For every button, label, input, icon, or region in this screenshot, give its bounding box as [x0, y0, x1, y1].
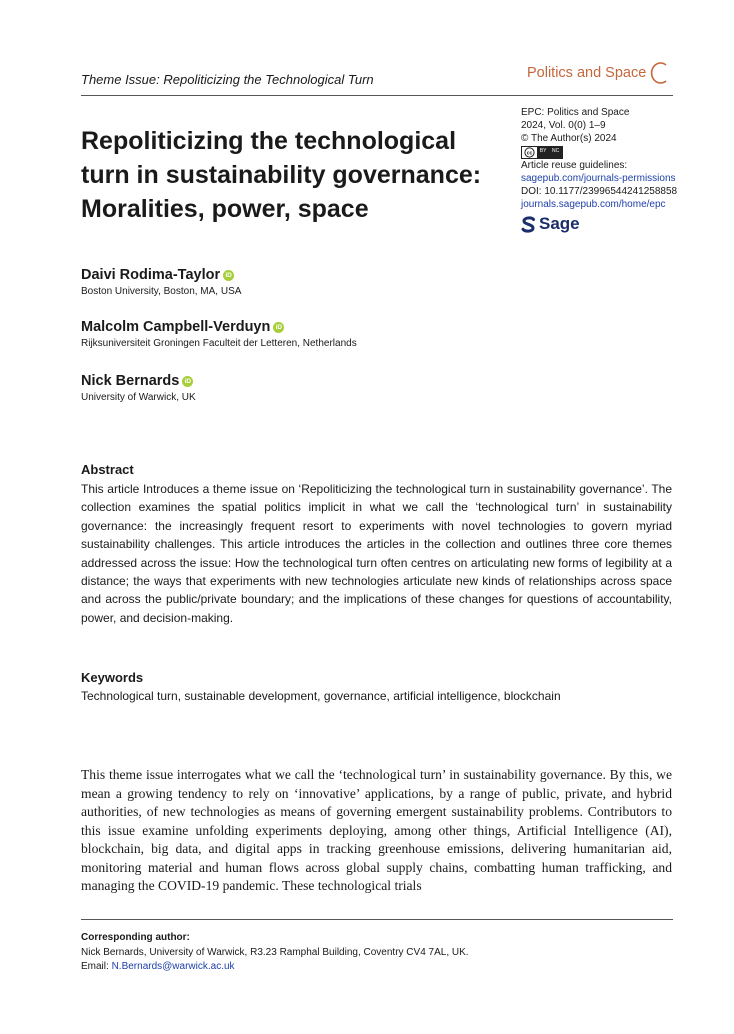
meta-copyright: © The Author(s) 2024	[521, 132, 617, 144]
body-paragraph: This theme issue interrogates what we call the ‘technological turn’ in sustainability governance. By this, we mean a growing tendency to rely on ‘innovative’ applications, by a range of public, private, and hybrid authorities, of new technologies as means of governing emergent sustainability problems. Contributors to this issue examine unfolding experiments deploying, among other things, Artificial Intelligence (AI), blockchain, big data, and digital apps in tracking greenhouse emissions, delivering humanitarian aid, monitoring material and human flows across global supply chains, combatting human trafficking, and managing the COVID-19 pandemic. These technological trials	[81, 767, 672, 893]
cc-nc-label: NC	[551, 147, 560, 154]
author-block	[81, 267, 241, 297]
author-name: Malcolm Campbell-Verduyn	[81, 319, 271, 335]
header-divider	[81, 95, 673, 96]
footnote-address: Nick Bernards, University of Warwick, R3.23 Ramphal Building, Coventry CV4 7AL, UK.	[81, 946, 469, 958]
author-name: Nick Bernards	[81, 373, 180, 389]
journal-c-logo-icon	[650, 61, 670, 85]
article-metadata	[521, 107, 677, 233]
sage-wordmark: Sage	[539, 213, 580, 233]
article-title: Repoliticizing the technological turn in sustainability governance: Moralities, power, space	[81, 127, 482, 223]
meta-doi[interactable]: DOI: 10.1177/23996544241258858	[521, 185, 678, 197]
orcid-icon[interactable]: iD	[182, 376, 193, 387]
footnote-heading: Corresponding author:	[81, 932, 190, 943]
author-block	[81, 319, 357, 349]
journal-logo[interactable]	[527, 61, 670, 85]
author-affiliation: Boston University, Boston, MA, USA	[81, 286, 242, 297]
sage-s-icon	[521, 216, 536, 233]
keywords-heading: Keywords	[81, 670, 144, 685]
journal-name: Politics and Space	[527, 65, 647, 81]
meta-reuse-label: Article reuse guidelines:	[521, 160, 628, 172]
author-affiliation: Rijksuniversiteit Groningen Faculteit der Letteren, Netherlands	[81, 338, 357, 349]
journal-home-link[interactable]: journals.sagepub.com/home/epc	[521, 198, 666, 210]
svg-text:cc: cc	[526, 150, 533, 157]
meta-volume: 2024, Vol. 0(0) 1–9	[521, 119, 606, 131]
corresponding-email-link[interactable]: N.Bernards@warwick.ac.uk	[111, 961, 235, 972]
orcid-icon[interactable]: iD	[273, 322, 284, 333]
meta-journal: EPC: Politics and Space	[521, 107, 630, 118]
abstract-text: This article Introduces a theme issue on ‘Repoliticizing the technological turn in sustainability governance’. The collection examines the spatial politics implicit in what we call the ‘technological turn’ in sustainability governance: the increasingly frequent resort to experiments with novel technologies to govern myriad sustainability challenges. This article introduces the articles in the collection and outlines three core themes addressed across the issue: How the technological turn often centres on articulating new forms of legibility at a distance; the ways that experiments with new technologies articulate new kinds of relationships across space and across the public/private boundary; and the implications of these changes for questions of accountability, power, and decision-making.	[81, 482, 672, 625]
author-block	[81, 373, 196, 403]
corresponding-author-footnote	[81, 931, 469, 975]
cc-by-label: BY	[539, 147, 547, 154]
reuse-guidelines-link[interactable]: sagepub.com/journals-permissions	[521, 173, 676, 185]
cc-license-badge[interactable]	[521, 146, 563, 159]
keywords-text: Technological turn, sustainable development, governance, artificial intelligence, blockchain	[81, 689, 561, 703]
author-name: Daivi Rodima-Taylor	[81, 267, 221, 283]
author-affiliation: University of Warwick, UK	[81, 392, 196, 403]
footnote-divider	[81, 919, 673, 920]
sage-logo[interactable]	[521, 213, 677, 233]
footnote-email-label: Email:	[81, 961, 109, 972]
theme-issue-label: Theme Issue: Repoliticizing the Technological Turn	[81, 72, 374, 87]
abstract-heading: Abstract	[81, 462, 134, 477]
orcid-icon[interactable]: iD	[223, 270, 234, 281]
cc-icon	[522, 147, 537, 158]
